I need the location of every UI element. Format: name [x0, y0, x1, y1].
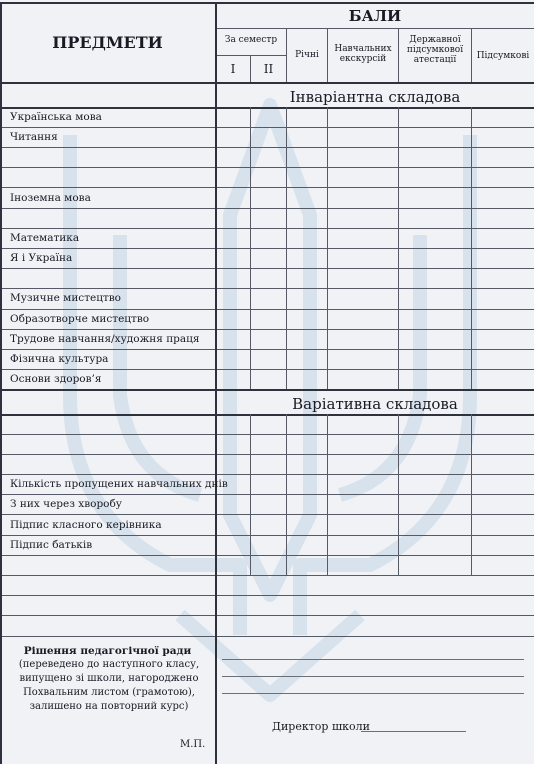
decision-line	[222, 693, 524, 694]
council-line-1: (переведено до наступного класу,	[18, 659, 200, 670]
excursions-header	[328, 44, 398, 64]
decision-line	[222, 676, 524, 677]
excursions-line-2: екскурсій	[339, 54, 387, 64]
row-missed-days: Кількість пропущених навчальних днів	[10, 478, 228, 490]
state-attestation-line-1: Державної	[409, 35, 461, 45]
invariant-section-title: Інваріантна складова	[289, 88, 461, 106]
subject-reading: Читання	[10, 131, 58, 143]
subject-fine-art: Образотворче мистецтво	[10, 313, 150, 325]
row-missed-illness: З них через хворобу	[10, 498, 122, 510]
subject-math: Математика	[10, 232, 80, 244]
per-semester-header: За семестр	[224, 35, 278, 45]
subject-health-basics: Основи здоров’я	[10, 373, 102, 385]
row-parents-signature: Підпис батьків	[10, 539, 93, 551]
subject-ukrainian: Українська мова	[10, 111, 102, 123]
state-attestation-line-3: атестації	[413, 55, 457, 65]
subject-music: Музичне мистецтво	[10, 292, 122, 304]
council-line-4: залишено на повторний курс)	[29, 701, 189, 712]
decision-line	[222, 659, 524, 660]
semester-2-header: II	[263, 62, 274, 76]
state-attestation-line-2: підсумкової	[406, 45, 464, 55]
semester-1-header: I	[230, 62, 236, 76]
council-title: Рішення педагогічної ради	[23, 645, 192, 657]
subject-physical-education: Фізична культура	[10, 353, 109, 365]
director-label: Директор школи	[272, 720, 370, 733]
state-attestation-header	[399, 35, 471, 65]
final-header: Підсумкові	[476, 51, 530, 61]
subject-me-and-ukraine: Я і Україна	[10, 252, 73, 264]
subject-foreign-language: Іноземна мова	[10, 192, 91, 204]
stamp-label: М.П.	[180, 739, 206, 750]
variative-section-title: Варіативна складова	[292, 395, 458, 413]
annual-header: Річні	[295, 50, 319, 60]
council-line-3: Похвальним листом (грамотою),	[23, 687, 195, 698]
excursions-line-1: Навчальних	[334, 44, 392, 54]
scores-header: БАЛИ	[348, 7, 402, 25]
director-signature-line	[361, 731, 466, 732]
council-line-2: випущено зі школи, нагороджено	[19, 673, 199, 684]
subject-labor-training: Трудове навчання/художня праця	[10, 333, 200, 345]
subjects-header: ПРЕДМЕТИ	[52, 33, 163, 52]
row-teacher-signature: Підпис класного керівника	[10, 519, 162, 531]
